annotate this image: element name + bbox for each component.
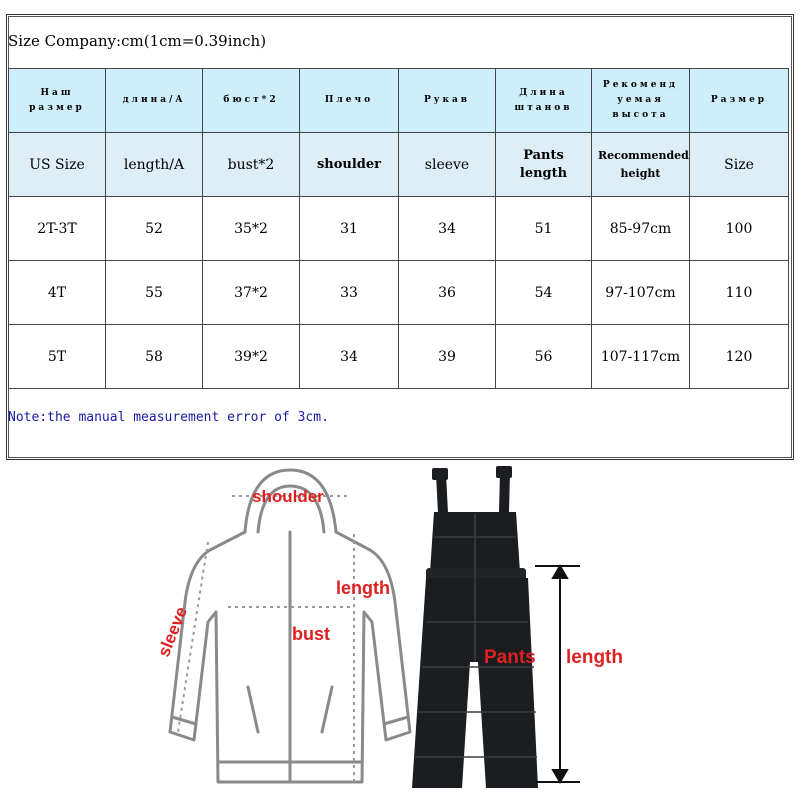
english-header-row — [9, 133, 789, 197]
table-cell: 110 — [690, 261, 789, 325]
measurement-note: Note:the manual measurement error of 3cm. — [8, 410, 329, 425]
table-row — [9, 325, 789, 389]
table-cell: 2T-3T — [9, 197, 106, 261]
en-header-cell: shoulder — [300, 133, 399, 197]
table-cell: 35*2 — [203, 197, 300, 261]
length-label: length — [336, 578, 390, 598]
table-cell: 52 — [106, 197, 203, 261]
table-cell: 34 — [399, 197, 496, 261]
table-cell: 4T — [9, 261, 106, 325]
table-cell: 120 — [690, 325, 789, 389]
table-cell: 5T — [9, 325, 106, 389]
table-cell: 36 — [399, 261, 496, 325]
en-header-cell: bust*2 — [203, 133, 300, 197]
en-header-cell: length/A — [106, 133, 203, 197]
table-cell: 34 — [300, 325, 399, 389]
en-header-cell: Recommended height — [592, 133, 690, 197]
en-header-cell: Pants length — [496, 133, 592, 197]
pants-label: Pants — [484, 647, 536, 668]
size-table — [8, 68, 789, 389]
table-cell: 97-107cm — [592, 261, 690, 325]
russian-header-row — [9, 69, 789, 133]
en-header-cell: US Size — [9, 133, 106, 197]
table-cell: 58 — [106, 325, 203, 389]
shoulder-label: shoulder — [252, 487, 324, 506]
ru-header-cell: Наш размер — [9, 69, 106, 133]
pants-length-label: length — [566, 647, 623, 668]
ru-header-cell: длина/A — [106, 69, 203, 133]
bust-label: bust — [292, 624, 330, 644]
table-cell: 39*2 — [203, 325, 300, 389]
table-cell: 107-117cm — [592, 325, 690, 389]
ru-header-cell: Плечо — [300, 69, 399, 133]
ru-header-cell: Длина штанов — [496, 69, 592, 133]
size-chart-title: Size Company:cm(1cm=0.39inch) — [8, 32, 267, 50]
table-cell: 56 — [496, 325, 592, 389]
table-cell: 100 — [690, 197, 789, 261]
ru-header-cell: Рукав — [399, 69, 496, 133]
pants-length-arrow — [535, 566, 580, 782]
table-cell: 31 — [300, 197, 399, 261]
ru-header-cell: Размер — [690, 69, 789, 133]
jacket-sketch — [170, 470, 410, 782]
ru-header-cell: бюст*2 — [203, 69, 300, 133]
measurement-illustration — [150, 462, 650, 800]
table-cell: 85-97cm — [592, 197, 690, 261]
en-header-cell: Size — [690, 133, 789, 197]
table-row — [9, 197, 789, 261]
table-cell: 33 — [300, 261, 399, 325]
ru-header-cell: Рекоменд уемая высота — [592, 69, 690, 133]
table-cell: 37*2 — [203, 261, 300, 325]
table-cell: 55 — [106, 261, 203, 325]
table-cell: 54 — [496, 261, 592, 325]
table-row — [9, 261, 789, 325]
sleeve-label: sleeve — [154, 604, 192, 660]
en-header-cell: sleeve — [399, 133, 496, 197]
table-cell: 51 — [496, 197, 592, 261]
table-cell: 39 — [399, 325, 496, 389]
